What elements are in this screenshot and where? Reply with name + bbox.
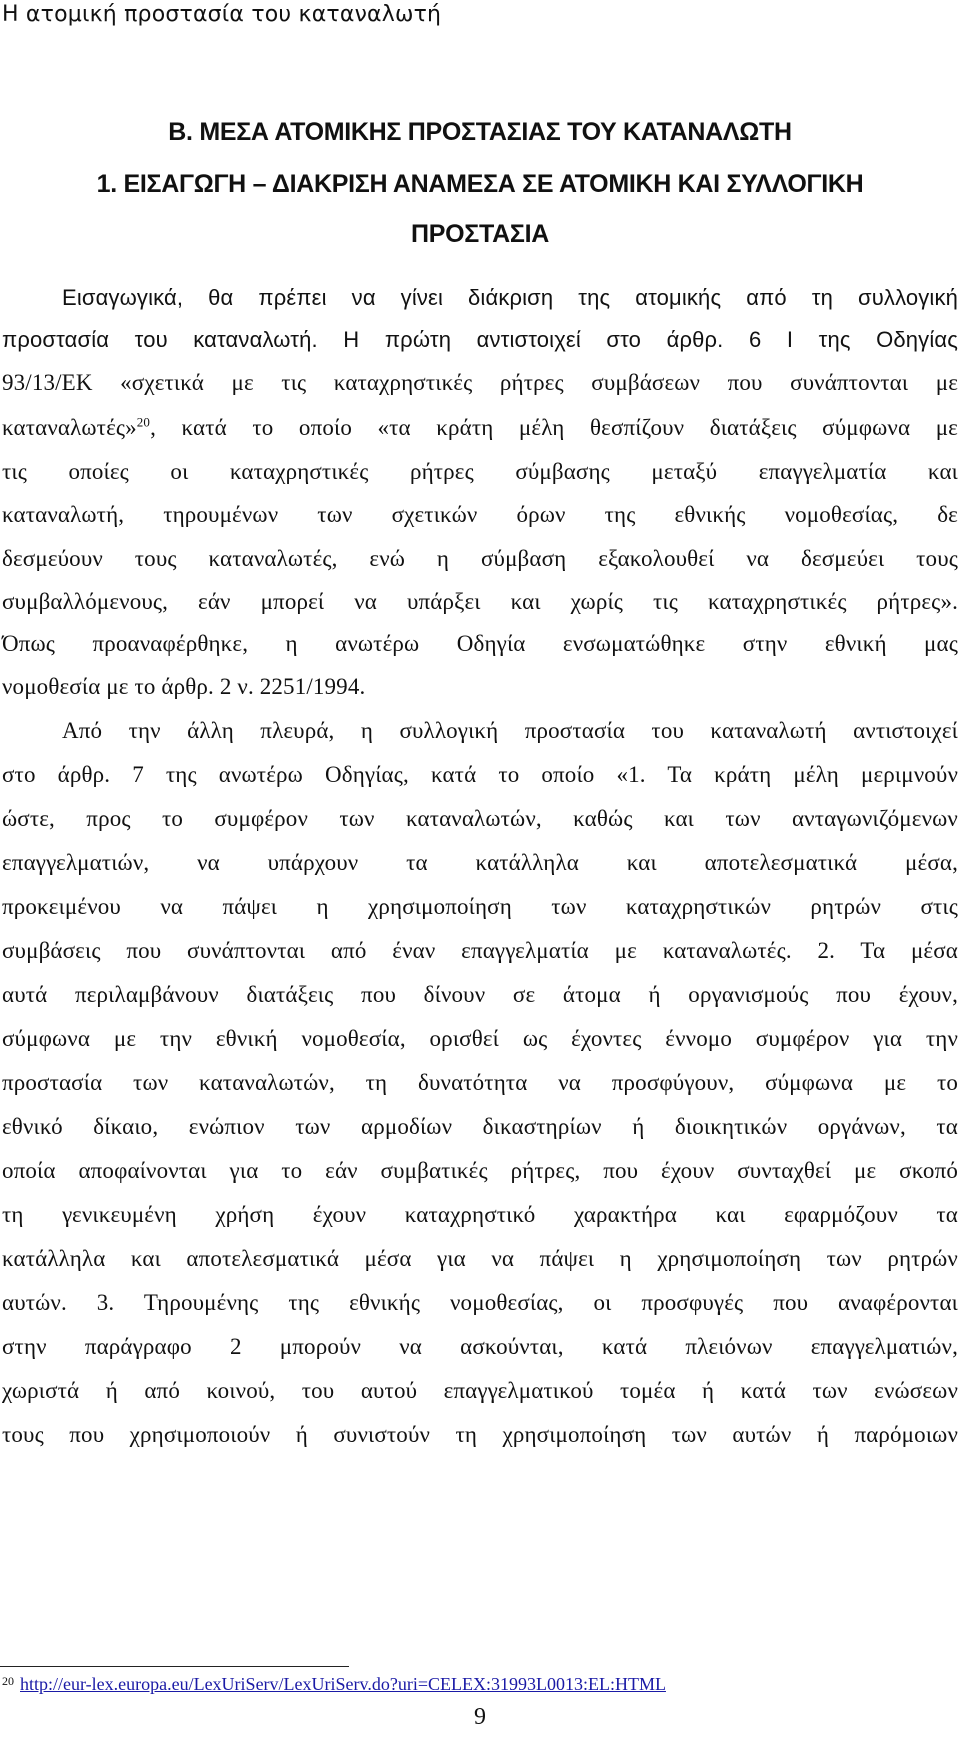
paragraph-line: προστασία των καταναλωτών, τη δυνατότητα να προσφύγουν, σύμφωνα με το [2, 1070, 958, 1095]
paragraph-text: καταναλωτές» [2, 415, 137, 440]
paragraph-line: εθνικό δίκαιο, ενώπιον των αρμοδίων δικαστηρίων ή διοικητικών οργάνων, τα [2, 1114, 958, 1139]
paragraph-line: σύμφωνα με την εθνική νομοθεσία, ορισθεί ως έχοντες έννομο συμφέρον για την [2, 1026, 958, 1051]
footnote-separator [0, 1666, 349, 1667]
paragraph-line: καταναλωτή, τηρουμένων των σχετικών όρων της εθνικής νομοθεσίας, δε [2, 502, 958, 527]
paragraph-line: προστασία του καταναλωτή. Η πρώτη αντιστοιχεί στο άρθρ. 6 Ι της Οδηγίας [2, 327, 958, 352]
paragraph-line: συμβάσεις που συνάπτονται από έναν επαγγελματία με καταναλωτές. 2. Τα μέσα [2, 938, 958, 963]
paragraph-line: τις οποίες οι καταχρηστικές ρήτρες σύμβασης μεταξύ επαγγελματία και [2, 459, 958, 484]
page-number: 9 [474, 1704, 486, 1730]
paragraph-line: Από την άλλη πλευρά, η συλλογική προστασία του καταναλωτή αντιστοιχεί [62, 718, 958, 743]
paragraph-line: επαγγελματιών, να υπάρχουν τα κατάλληλα και αποτελεσματικά μέσα, [2, 850, 958, 875]
subsection-heading-continued: ΠΡΟΣΤΑΣΙΑ [411, 220, 549, 248]
paragraph-line: προκειμένου να πάψει η χρησιμοποίηση των καταχρηστικών ρητρών στις [2, 894, 958, 919]
paragraph-line: 93/13/ΕΚ «σχετικά με τις καταχρηστικές ρήτρες συμβάσεων που συνάπτονται με [2, 370, 958, 395]
paragraph-line: νομοθεσία με το άρθρ. 2 ν. 2251/1994. [2, 674, 366, 699]
paragraph-line: στην παράγραφο 2 μπορούν να ασκούνται, κατά πλειόνων επαγγελματιών, [2, 1334, 958, 1359]
section-heading: B. ΜΕΣΑ ΑΤΟΜΙΚΗΣ ΠΡΟΣΤΑΣΙΑΣ ΤΟΥ ΚΑΤΑΝΑΛΩΤΗ [168, 118, 792, 146]
footnote-reference[interactable]: 20 [136, 414, 151, 430]
paragraph-line: αυτά περιλαμβάνουν διατάξεις που δίνουν σε άτομα ή οργανισμούς που έχουν, [2, 982, 958, 1007]
paragraph-line: οποία αποφαίνονται για το εάν συμβατικές ρήτρες, που έχουν συνταχθεί με σκοπό [2, 1158, 958, 1183]
paragraph-line: Όπως προαναφέρθηκε, η ανωτέρω Οδηγία ενσωματώθηκε στην εθνική μας [2, 631, 958, 656]
footnote [2, 1674, 666, 1695]
paragraph-line: αυτών. 3. Τηρουμένης της εθνικής νομοθεσίας, οι προσφυγές που αναφέρονται [2, 1290, 958, 1315]
footnote-number: 20 [2, 1674, 14, 1688]
running-header: Η ατομική προστασία του καταναλωτή [2, 2, 442, 27]
subsection-heading: 1. ΕΙΣΑΓΩΓΗ – ΔΙΑΚΡΙΣΗ ΑΝΑΜΕΣΑ ΣΕ ΑΤΟΜΙΚΗ ΚΑΙ ΣΥΛΛΟΓΙΚΗ [96, 170, 864, 198]
paragraph-line: Εισαγωγικά, θα πρέπει να γίνει διάκριση της ατομικής από τη συλλογική [62, 285, 958, 310]
paragraph-line: συμβαλλόμενους, εάν μπορεί να υπάρξει και χωρίς τις καταχρηστικές ρήτρες». [2, 589, 958, 614]
paragraph-line: κατάλληλα και αποτελεσματικά μέσα για να πάψει η χρησιμοποίηση των ρητρών [2, 1246, 958, 1271]
paragraph-line: τη γενικευμένη χρήση έχουν καταχρηστικό χαρακτήρα και εφαρμόζουν τα [2, 1202, 958, 1227]
footnote-link[interactable]: http://eur-lex.europa.eu/LexUriServ/LexUriServ.do?uri=CELEX:31993L0013:EL:HTML [20, 1674, 666, 1694]
paragraph-line: στο άρθρ. 7 της ανωτέρω Οδηγίας, κατά το οποίο «1. Τα κράτη μέλη μεριμνούν [2, 762, 958, 787]
paragraph-line [2, 415, 958, 441]
paragraph-line: ώστε, προς το συμφέρον των καταναλωτών, καθώς και των ανταγωνιζόμενων [2, 806, 958, 831]
paragraph-text: , κατά το οποίο «τα κράτη μέλη θεσπίζουν διατάξεις σύμφωνα με [150, 415, 958, 440]
paragraph-line: τους που χρησιμοποιούν ή συνιστούν τη χρησιμοποίηση των αυτών ή παρόμοιων [2, 1422, 958, 1447]
paragraph-line: χωριστά ή από κοινού, του αυτού επαγγελματικού τομέα ή κατά των ενώσεων [2, 1378, 958, 1403]
paragraph-line: δεσμεύουν τους καταναλωτές, ενώ η σύμβαση εξακολουθεί να δεσμεύει τους [2, 546, 958, 571]
